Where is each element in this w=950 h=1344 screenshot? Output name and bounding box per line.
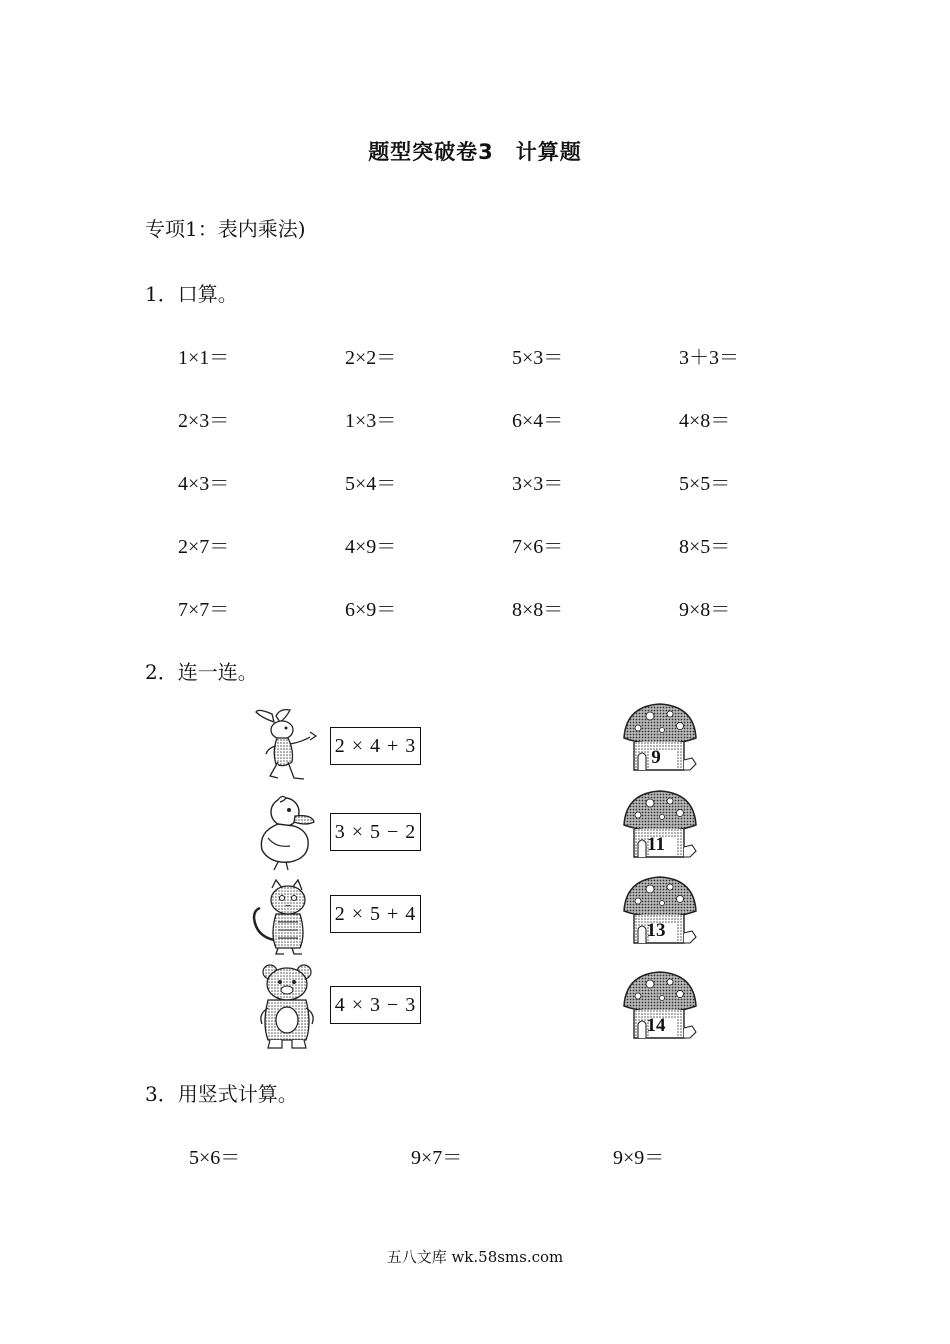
question-2-label: 2．连一连。 — [145, 660, 258, 684]
calc-item: 7×6＝ — [512, 536, 564, 558]
calc-item: 7×7＝ — [178, 599, 230, 621]
calc-item: 3＋3＝ — [679, 347, 739, 369]
question-1-label: 1．口算。 — [145, 282, 238, 306]
section-heading: 专项1：表内乘法) — [145, 217, 306, 241]
footer-watermark: 五八文库 wk.58sms.com — [386, 1248, 564, 1266]
page-title: 题型突破卷3 计算题 — [368, 140, 582, 164]
vertical-calc-item: 5×6＝ — [189, 1147, 241, 1169]
vertical-calc-item: 9×7＝ — [411, 1147, 463, 1169]
expression-box: 3 × 5 − 2 — [330, 813, 421, 851]
calc-item: 2×3＝ — [178, 410, 230, 432]
calc-item: 2×2＝ — [345, 347, 397, 369]
house-number: 13 — [646, 920, 666, 941]
house-number: 14 — [646, 1015, 666, 1036]
question-3-label: 3．用竖式计算。 — [145, 1082, 298, 1106]
expression-box: 2 × 5 + 4 — [330, 895, 421, 933]
calc-item: 2×7＝ — [178, 536, 230, 558]
calc-item: 5×5＝ — [679, 473, 731, 495]
cat-icon — [248, 878, 328, 958]
bear-icon — [250, 960, 325, 1050]
house-number: 11 — [647, 834, 665, 855]
expression-box: 4 × 3 − 3 — [330, 986, 421, 1024]
rabbit-icon — [250, 706, 325, 786]
calc-item: 6×9＝ — [345, 599, 397, 621]
calc-item: 1×3＝ — [345, 410, 397, 432]
calc-item: 9×8＝ — [679, 599, 731, 621]
vertical-calc-item: 9×9＝ — [613, 1147, 665, 1169]
expression-box: 2 × 4 + 3 — [330, 727, 421, 765]
calc-item: 6×4＝ — [512, 410, 564, 432]
calc-item: 3×3＝ — [512, 473, 564, 495]
calc-item: 5×4＝ — [345, 473, 397, 495]
calc-item: 8×5＝ — [679, 536, 731, 558]
calc-item: 1×1＝ — [178, 347, 230, 369]
calc-item: 5×3＝ — [512, 347, 564, 369]
calc-item: 8×8＝ — [512, 599, 564, 621]
house-number: 9 — [651, 747, 661, 768]
calc-item: 4×3＝ — [178, 473, 230, 495]
duck-icon — [250, 792, 325, 874]
calc-item: 4×9＝ — [345, 536, 397, 558]
calc-item: 4×8＝ — [679, 410, 731, 432]
